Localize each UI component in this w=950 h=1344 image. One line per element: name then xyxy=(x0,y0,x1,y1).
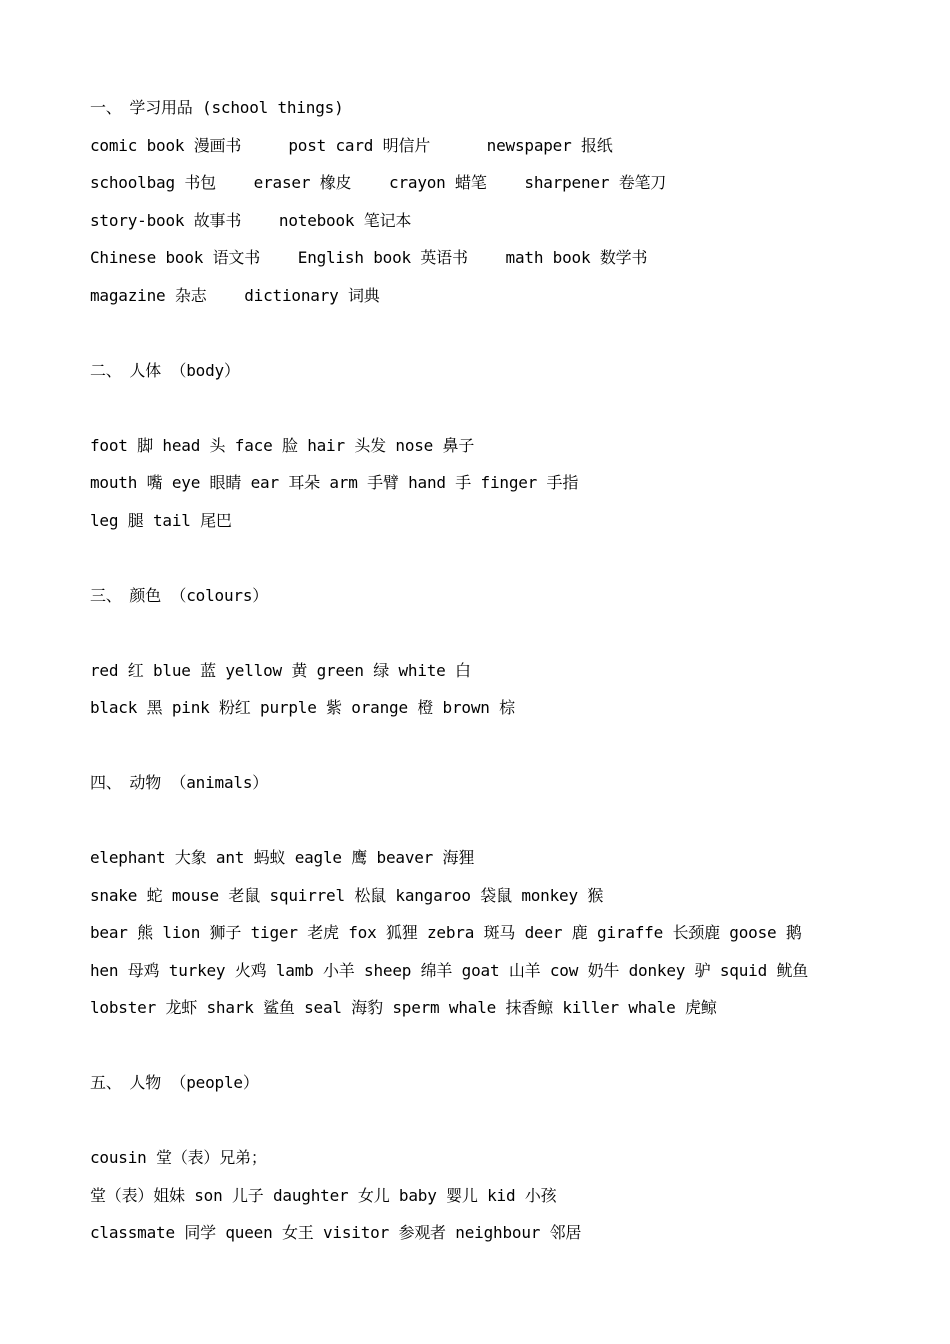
vocab-line: cousin 堂（表）兄弟； xyxy=(90,1148,267,1167)
vocab-line: foot 脚 head 头 face 脸 hair 头发 nose 鼻子 xyxy=(90,435,475,455)
vocab-line: lobster 龙虾 shark 鲨鱼 seal 海豹 sperm whale 抹香鲸 killer whale 虎鲸 xyxy=(90,998,717,1017)
document-page xyxy=(90,93,890,1256)
section-heading-school-things: 一、 学习用品 (school things) xyxy=(90,98,344,117)
vocab-line: red 红 blue 蓝 yellow 黄 green 绿 white 白 xyxy=(90,660,471,680)
spacer xyxy=(90,393,890,431)
spacer xyxy=(90,543,890,581)
spacer xyxy=(90,618,890,656)
section-heading-body: 二、 人体 （body） xyxy=(90,360,240,380)
vocab-line: 堂（表）姐妹 son 儿子 daughter 女儿 baby 婴儿 kid 小孩 xyxy=(90,1185,557,1205)
vocab-line: black 黑 pink 粉红 purple 紫 orange 橙 brown 棕 xyxy=(90,698,515,717)
vocab-line: schoolbag 书包 eraser 橡皮 crayon 蜡笔 sharpener 卷笔刀 xyxy=(90,173,667,192)
vocab-line: Chinese book 语文书 English book 英语书 math book 数学书 xyxy=(90,248,648,267)
vocab-line: hen 母鸡 turkey 火鸡 lamb 小羊 sheep 绵羊 goat 山羊 cow 奶牛 donkey 驴 squid 鱿鱼 xyxy=(90,960,809,980)
spacer xyxy=(90,806,890,844)
spacer xyxy=(90,1106,890,1144)
vocab-line: magazine 杂志 dictionary 词典 xyxy=(90,285,380,305)
vocab-line: comic book 漫画书 post card 明信片 newspaper 报纸 xyxy=(90,135,613,155)
vocab-line: snake 蛇 mouse 老鼠 squirrel 松鼠 kangaroo 袋鼠 monkey 猴 xyxy=(90,885,604,905)
spacer xyxy=(90,731,890,769)
section-heading-people: 五、 人物 （people） xyxy=(90,1073,259,1092)
vocab-line: bear 熊 lion 狮子 tiger 老虎 fox 狐狸 zebra 斑马 deer 鹿 giraffe 长颈鹿 goose 鹅 xyxy=(90,923,802,942)
section-heading-animals: 四、 动物 （animals） xyxy=(90,773,269,792)
vocab-line: elephant 大象 ant 蚂蚁 eagle 鹰 beaver 海狸 xyxy=(90,848,475,867)
section-heading-colours: 三、 颜色 （colours） xyxy=(90,585,269,605)
vocab-line: story-book 故事书 notebook 笔记本 xyxy=(90,210,412,230)
vocab-line: leg 腿 tail 尾巴 xyxy=(90,510,232,530)
spacer xyxy=(90,318,890,356)
vocab-line: classmate 同学 queen 女王 visitor 参观者 neighbour 邻居 xyxy=(90,1223,582,1242)
vocab-line: mouth 嘴 eye 眼睛 ear 耳朵 arm 手臂 hand 手 finger 手指 xyxy=(90,473,579,492)
spacer xyxy=(90,1031,890,1069)
